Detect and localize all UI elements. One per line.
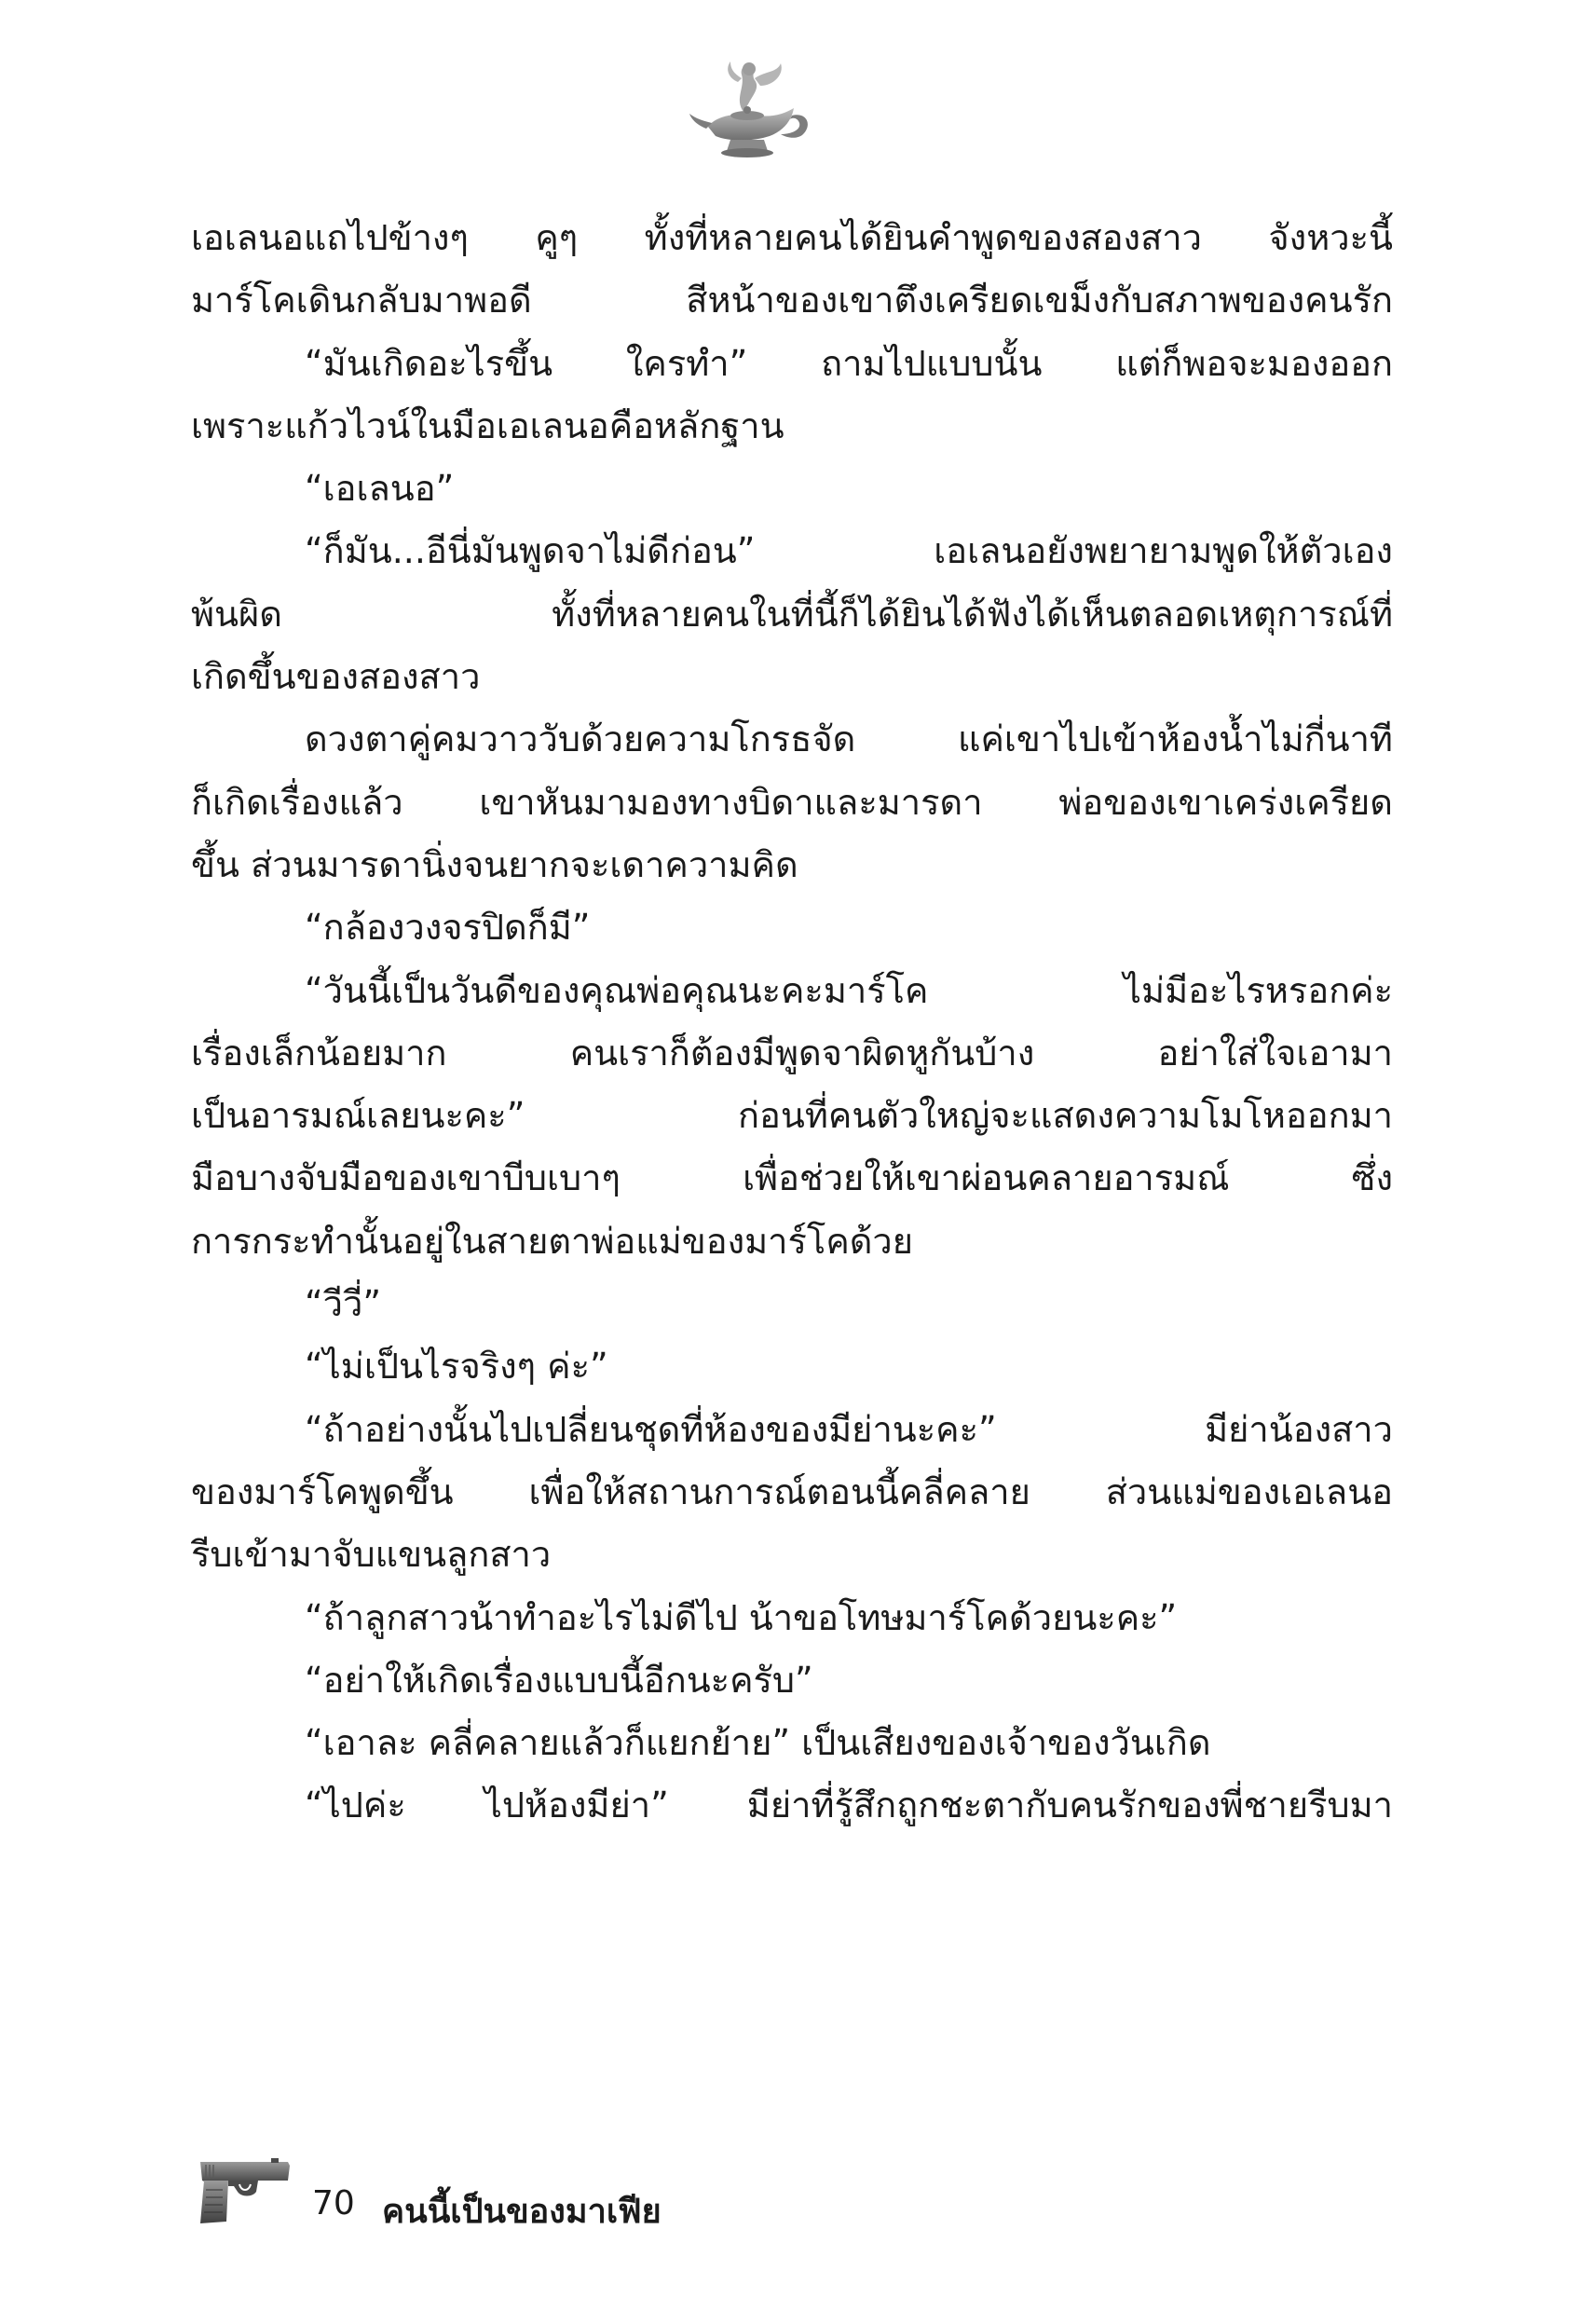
text-line-8: เกิดขึ้นของสองสาว [191, 656, 481, 698]
text-line-14: เรื่องเล็กน้อยมาก คนเราก็ต้องมีพูดจาผิดหูกันบ้าง อย่าใส่ใจเอามา [191, 1032, 1393, 1073]
text-line-16: มือบางจับมือของเขาบีบเบาๆ เพื่อช่วยให้เขาผ่อนคลายอารมณ์ ซึ่ง [191, 1157, 1393, 1199]
text-line-3: “มันเกิดอะไรขึ้น ใครทำ” ถามไปแบบนั้น แต่ก็พอจะมองออก [305, 342, 1393, 384]
text-line-18: “วีวี่” [305, 1283, 382, 1325]
text-line-26: “ไปค่ะ ไปห้องมีย่า” มีย่าที่รู้สึกถูกชะตากับคนรักของพี่ชายรีบมา [305, 1785, 1393, 1826]
text-line-24: “อย่าให้เกิดเรื่องแบบนี้อีกนะครับ” [305, 1659, 813, 1701]
text-line-11: ขึ้น ส่วนมารดานิ่งจนยากจะเดาความคิด [191, 843, 798, 885]
body-text [191, 207, 1393, 2108]
text-line-5: “เอเลนอ” [305, 468, 455, 510]
text-line-6: “ก็มัน...อีนี่มันพูดจาไม่ดีก่อน” เอเลนอยังพยายามพูดให้ตัวเอง [305, 530, 1393, 572]
text-line-4: เพราะแก้วไวน์ในมือเอเลนอคือหลักฐาน [191, 404, 784, 446]
text-line-23: “ถ้าลูกสาวน้าทำอะไรไม่ดีไป น้าขอโทษมาร์โคด้วยนะคะ” [305, 1596, 1178, 1638]
text-line-22: รีบเข้ามาจับแขนลูกสาว [191, 1534, 552, 1576]
text-line-9: ดวงตาคู่คมวาววับด้วยความโกรธจัด แค่เขาไปเข้าห้องน้ำไม่กี่นาที [305, 718, 1393, 760]
text-line-25: “เอาละ คลี่คลายแล้วก็แยกย้าย” เป็นเสียงของเจ้าของวันเกิด [305, 1722, 1211, 1764]
text-line-15: เป็นอารมณ์เลยนะคะ” ก่อนที่คนตัวใหญ่จะแสดงความโมโหออกมา [191, 1095, 1393, 1137]
text-line-19: “ไม่เป็นไรจริงๆ ค่ะ” [305, 1346, 608, 1388]
text-line-17: การกระทำนั้นอยู่ในสายตาพ่อแม่ของมาร์โคด้วย [191, 1220, 914, 1262]
text-line-7: พ้นผิด ทั้งที่หลายคนในที่นี้ก็ได้ยินได้ฟังได้เห็นตลอดเหตุการณ์ที่ [191, 593, 1393, 635]
text-line-2: มาร์โคเดินกลับมาพอดี สีหน้าของเขาตึงเครียดเขม็งกับสภาพของคนรัก [191, 280, 1393, 321]
text-line-13: “วันนี้เป็นวันดีของคุณพ่อคุณนะคะมาร์โค ไม่มีอะไรหรอกค่ะ [305, 969, 1393, 1011]
text-line-12: “กล้องวงจรปิดก็มี” [305, 907, 591, 949]
page-footer [191, 2153, 936, 2236]
text-line-10: ก็เกิดเรื่องแล้ว เขาหันมามองทางบิดาและมารดา พ่อของเขาเคร่งเครียด [191, 781, 1393, 823]
book-title: คนนี้เป็นของมาเฟีย [382, 2193, 662, 2231]
text-line-20: “ถ้าอย่างนั้นไปเปลี่ยนชุดที่ห้องของมีย่านะคะ” มีย่าน้องสาว [305, 1408, 1393, 1450]
text-line-1: เอเลนอแถไปข้างๆ คูๆ ทั้งที่หลายคนได้ยินคำพูดของสองสาว จังหวะนี้ [191, 217, 1393, 258]
pistol-icon [191, 2153, 293, 2227]
page-number: 70 [312, 2184, 355, 2222]
magic-lamp-ornament-icon [688, 54, 818, 166]
text-line-21: ของมาร์โคพูดขึ้น เพื่อให้สถานการณ์ตอนนี้คลี่คลาย ส่วนแม่ของเอเลนอ [191, 1470, 1393, 1512]
